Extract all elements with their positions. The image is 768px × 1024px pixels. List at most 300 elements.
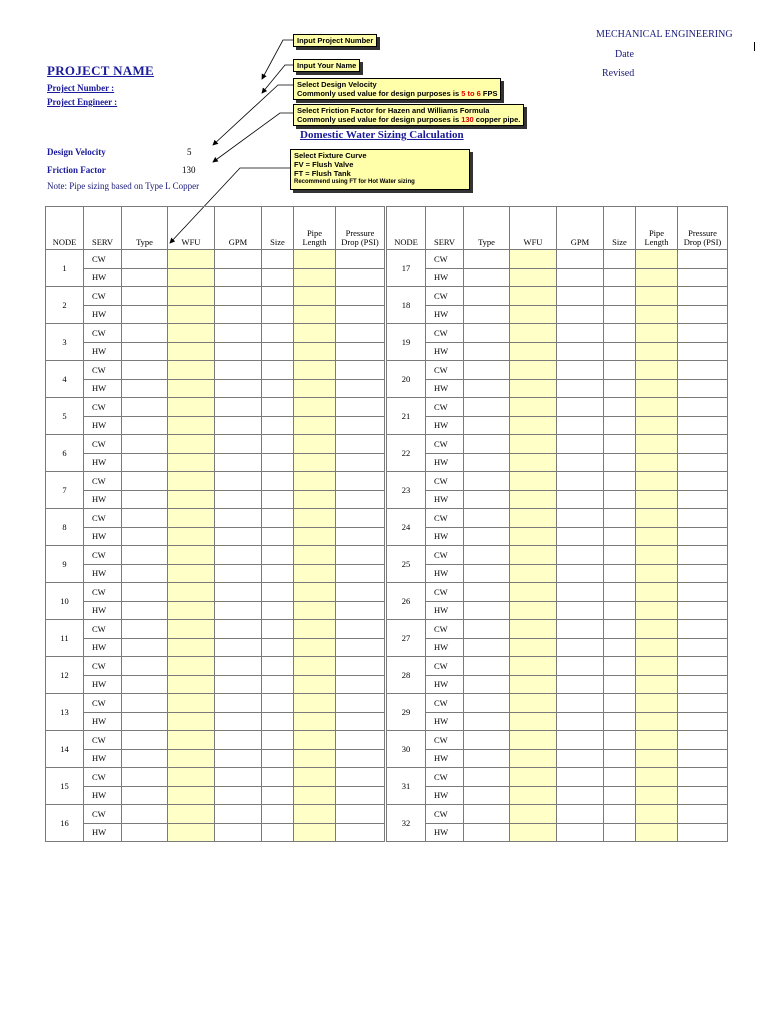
wfu-cell[interactable] bbox=[168, 324, 215, 343]
pipe-length-cell[interactable] bbox=[294, 564, 336, 583]
wfu-cell[interactable] bbox=[510, 361, 557, 380]
pressure-drop-cell bbox=[678, 731, 728, 750]
wfu-cell[interactable] bbox=[510, 823, 557, 842]
callout-fixture-line1: Select Fixture Curve bbox=[294, 151, 367, 160]
type-cell[interactable] bbox=[122, 601, 168, 620]
col-node: NODE bbox=[386, 207, 426, 250]
pipe-length-cell[interactable] bbox=[294, 601, 336, 620]
size-cell bbox=[604, 657, 636, 676]
pressure-drop-cell bbox=[336, 342, 386, 361]
wfu-cell[interactable] bbox=[510, 453, 557, 472]
size-cell bbox=[604, 527, 636, 546]
pipe-length-cell[interactable] bbox=[636, 583, 678, 602]
type-cell[interactable] bbox=[122, 657, 168, 676]
pipe-length-cell[interactable] bbox=[294, 398, 336, 417]
wfu-cell[interactable] bbox=[510, 805, 557, 824]
pressure-drop-cell bbox=[678, 509, 728, 528]
type-cell[interactable] bbox=[464, 805, 510, 824]
col-type: Type bbox=[464, 207, 510, 250]
wfu-cell[interactable] bbox=[168, 694, 215, 713]
pipe-length-cell[interactable] bbox=[294, 638, 336, 657]
wfu-cell[interactable] bbox=[168, 527, 215, 546]
service-hw: HW bbox=[426, 601, 464, 620]
wfu-cell[interactable] bbox=[168, 731, 215, 750]
type-cell[interactable] bbox=[464, 527, 510, 546]
callout-fixture-line2: FV = Flush Valve bbox=[294, 160, 354, 169]
wfu-cell[interactable] bbox=[510, 379, 557, 398]
gpm-cell bbox=[557, 638, 604, 657]
size-cell bbox=[604, 472, 636, 491]
wfu-cell[interactable] bbox=[510, 675, 557, 694]
wfu-cell[interactable] bbox=[168, 675, 215, 694]
type-cell[interactable] bbox=[122, 250, 168, 269]
type-cell[interactable] bbox=[122, 527, 168, 546]
pipe-length-cell[interactable] bbox=[636, 546, 678, 565]
wfu-cell[interactable] bbox=[510, 416, 557, 435]
pipe-length-cell[interactable] bbox=[294, 342, 336, 361]
type-cell[interactable] bbox=[122, 712, 168, 731]
pipe-length-cell[interactable] bbox=[636, 564, 678, 583]
pipe-length-cell[interactable] bbox=[636, 398, 678, 417]
type-cell[interactable] bbox=[122, 268, 168, 287]
type-cell[interactable] bbox=[464, 342, 510, 361]
type-cell[interactable] bbox=[122, 694, 168, 713]
wfu-cell[interactable] bbox=[510, 749, 557, 768]
wfu-cell[interactable] bbox=[510, 583, 557, 602]
pipe-length-cell[interactable] bbox=[294, 435, 336, 454]
gpm-cell bbox=[215, 305, 262, 324]
type-cell[interactable] bbox=[464, 657, 510, 676]
size-cell bbox=[604, 749, 636, 768]
wfu-cell[interactable] bbox=[168, 805, 215, 824]
pressure-drop-cell bbox=[678, 416, 728, 435]
service-cw: CW bbox=[426, 287, 464, 306]
type-cell[interactable] bbox=[464, 305, 510, 324]
wfu-cell[interactable] bbox=[510, 342, 557, 361]
wfu-cell[interactable] bbox=[168, 583, 215, 602]
pipe-length-cell[interactable] bbox=[636, 416, 678, 435]
pipe-length-cell[interactable] bbox=[294, 675, 336, 694]
pressure-drop-cell bbox=[678, 305, 728, 324]
type-cell[interactable] bbox=[464, 398, 510, 417]
wfu-cell[interactable] bbox=[168, 250, 215, 269]
gpm-cell bbox=[215, 786, 262, 805]
wfu-cell[interactable] bbox=[510, 324, 557, 343]
type-cell[interactable] bbox=[464, 786, 510, 805]
pipe-length-cell[interactable] bbox=[294, 768, 336, 787]
wfu-cell[interactable] bbox=[168, 768, 215, 787]
type-cell[interactable] bbox=[464, 250, 510, 269]
service-cw: CW bbox=[84, 657, 122, 676]
size-cell bbox=[262, 416, 294, 435]
gpm-cell bbox=[215, 379, 262, 398]
size-cell bbox=[262, 712, 294, 731]
pressure-drop-cell bbox=[336, 786, 386, 805]
service-cw: CW bbox=[84, 583, 122, 602]
type-cell[interactable] bbox=[122, 324, 168, 343]
size-cell bbox=[262, 435, 294, 454]
type-cell[interactable] bbox=[122, 823, 168, 842]
callout-friction-line2: Commonly used value for design purposes is 130 copper pipe. bbox=[297, 115, 521, 124]
pressure-drop-cell bbox=[336, 324, 386, 343]
col-wfu: WFU bbox=[168, 207, 215, 250]
pipe-length-cell[interactable] bbox=[636, 361, 678, 380]
pipe-length-cell[interactable] bbox=[294, 305, 336, 324]
pipe-length-cell[interactable] bbox=[636, 786, 678, 805]
pipe-length-cell[interactable] bbox=[294, 657, 336, 676]
pressure-drop-cell bbox=[336, 823, 386, 842]
type-cell[interactable] bbox=[122, 416, 168, 435]
type-cell[interactable] bbox=[122, 342, 168, 361]
service-cw: CW bbox=[84, 435, 122, 454]
pipe-length-cell[interactable] bbox=[636, 250, 678, 269]
wfu-cell[interactable] bbox=[510, 287, 557, 306]
pressure-drop-cell bbox=[336, 712, 386, 731]
friction-factor-value[interactable]: 130 bbox=[182, 165, 196, 175]
gpm-cell bbox=[215, 509, 262, 528]
type-cell[interactable] bbox=[464, 472, 510, 491]
type-cell[interactable] bbox=[464, 268, 510, 287]
type-cell[interactable] bbox=[464, 509, 510, 528]
type-cell[interactable] bbox=[464, 768, 510, 787]
type-cell[interactable] bbox=[122, 786, 168, 805]
size-cell bbox=[262, 305, 294, 324]
type-cell[interactable] bbox=[464, 694, 510, 713]
pipe-length-cell[interactable] bbox=[636, 657, 678, 676]
wfu-cell[interactable] bbox=[510, 638, 557, 657]
project-engineer-label: Project Engineer : bbox=[47, 97, 118, 107]
type-cell[interactable] bbox=[122, 490, 168, 509]
pipe-length-cell[interactable] bbox=[294, 453, 336, 472]
type-cell[interactable] bbox=[122, 287, 168, 306]
wfu-cell[interactable] bbox=[510, 731, 557, 750]
pipe-length-cell[interactable] bbox=[636, 601, 678, 620]
wfu-cell[interactable] bbox=[510, 657, 557, 676]
pipe-length-cell[interactable] bbox=[294, 546, 336, 565]
pipe-length-cell[interactable] bbox=[636, 490, 678, 509]
wfu-cell[interactable] bbox=[510, 250, 557, 269]
pipe-length-cell[interactable] bbox=[294, 620, 336, 639]
pressure-drop-cell bbox=[336, 379, 386, 398]
pipe-length-cell[interactable] bbox=[636, 287, 678, 306]
wfu-cell[interactable] bbox=[168, 823, 215, 842]
pressure-drop-cell bbox=[678, 786, 728, 805]
type-cell[interactable] bbox=[122, 638, 168, 657]
wfu-cell[interactable] bbox=[510, 305, 557, 324]
gpm-cell bbox=[557, 749, 604, 768]
gpm-cell bbox=[215, 342, 262, 361]
pressure-drop-cell bbox=[336, 398, 386, 417]
wfu-cell[interactable] bbox=[168, 416, 215, 435]
pipe-length-cell[interactable] bbox=[294, 361, 336, 380]
pipe-length-cell[interactable] bbox=[636, 712, 678, 731]
type-cell[interactable] bbox=[122, 731, 168, 750]
pipe-length-cell[interactable] bbox=[294, 712, 336, 731]
wfu-cell[interactable] bbox=[168, 490, 215, 509]
type-cell[interactable] bbox=[464, 601, 510, 620]
node-number: 12 bbox=[46, 657, 84, 694]
wfu-cell[interactable] bbox=[168, 620, 215, 639]
gpm-cell bbox=[215, 435, 262, 454]
pipe-length-cell[interactable] bbox=[294, 527, 336, 546]
gpm-cell bbox=[215, 250, 262, 269]
pipe-length-cell[interactable] bbox=[636, 342, 678, 361]
size-cell bbox=[604, 786, 636, 805]
type-cell[interactable] bbox=[464, 324, 510, 343]
type-cell[interactable] bbox=[122, 564, 168, 583]
type-cell[interactable] bbox=[464, 287, 510, 306]
wfu-cell[interactable] bbox=[510, 398, 557, 417]
wfu-cell[interactable] bbox=[510, 620, 557, 639]
wfu-cell[interactable] bbox=[168, 268, 215, 287]
wfu-cell[interactable] bbox=[168, 305, 215, 324]
type-cell[interactable] bbox=[464, 453, 510, 472]
wfu-cell[interactable] bbox=[168, 749, 215, 768]
gpm-cell bbox=[215, 453, 262, 472]
type-cell[interactable] bbox=[122, 749, 168, 768]
pipe-length-cell[interactable] bbox=[294, 749, 336, 768]
wfu-cell[interactable] bbox=[168, 398, 215, 417]
callout-velocity-line2: Commonly used value for design purposes is 5 to 6 FPS bbox=[297, 89, 498, 98]
type-cell[interactable] bbox=[464, 379, 510, 398]
wfu-cell[interactable] bbox=[510, 768, 557, 787]
wfu-cell[interactable] bbox=[510, 786, 557, 805]
pipe-length-cell[interactable] bbox=[636, 749, 678, 768]
type-cell[interactable] bbox=[464, 712, 510, 731]
pressure-drop-cell bbox=[678, 361, 728, 380]
pressure-drop-cell bbox=[678, 250, 728, 269]
pipe-length-cell[interactable] bbox=[636, 509, 678, 528]
type-cell[interactable] bbox=[464, 638, 510, 657]
type-cell[interactable] bbox=[122, 546, 168, 565]
pipe-length-cell[interactable] bbox=[636, 379, 678, 398]
wfu-cell[interactable] bbox=[510, 490, 557, 509]
pipe-length-cell[interactable] bbox=[294, 694, 336, 713]
type-cell[interactable] bbox=[464, 416, 510, 435]
type-cell[interactable] bbox=[122, 453, 168, 472]
type-cell[interactable] bbox=[122, 472, 168, 491]
pipe-length-cell[interactable] bbox=[636, 675, 678, 694]
pipe-length-cell[interactable] bbox=[636, 731, 678, 750]
node-number: 25 bbox=[386, 546, 426, 583]
cell-divider bbox=[754, 42, 755, 51]
pipe-length-cell[interactable] bbox=[636, 305, 678, 324]
wfu-cell[interactable] bbox=[168, 342, 215, 361]
pipe-length-cell[interactable] bbox=[636, 823, 678, 842]
pressure-drop-cell bbox=[678, 490, 728, 509]
wfu-cell[interactable] bbox=[510, 509, 557, 528]
service-cw: CW bbox=[84, 472, 122, 491]
pipe-length-cell[interactable] bbox=[294, 472, 336, 491]
node-number: 26 bbox=[386, 583, 426, 620]
callout-fixture-line3: FT = Flush Tank bbox=[294, 169, 351, 178]
callout-design-velocity bbox=[293, 78, 501, 100]
callout-friction-line1: Select Friction Factor for Hazen and Williams Formula bbox=[297, 106, 490, 115]
pipe-length-cell[interactable] bbox=[294, 805, 336, 824]
size-cell bbox=[604, 268, 636, 287]
size-cell bbox=[262, 805, 294, 824]
pressure-drop-cell bbox=[678, 435, 728, 454]
wfu-cell[interactable] bbox=[168, 379, 215, 398]
gpm-cell bbox=[215, 324, 262, 343]
service-cw: CW bbox=[426, 435, 464, 454]
type-cell[interactable] bbox=[464, 546, 510, 565]
size-cell bbox=[604, 768, 636, 787]
table-row bbox=[46, 768, 728, 787]
wfu-cell[interactable] bbox=[510, 527, 557, 546]
pipe-length-cell[interactable] bbox=[294, 786, 336, 805]
type-cell[interactable] bbox=[464, 564, 510, 583]
type-cell[interactable] bbox=[464, 675, 510, 694]
service-cw: CW bbox=[426, 805, 464, 824]
pipe-length-cell[interactable] bbox=[636, 694, 678, 713]
size-cell bbox=[262, 324, 294, 343]
wfu-cell[interactable] bbox=[510, 601, 557, 620]
pipe-length-cell[interactable] bbox=[636, 435, 678, 454]
type-cell[interactable] bbox=[122, 398, 168, 417]
pipe-length-cell[interactable] bbox=[294, 509, 336, 528]
pipe-length-cell[interactable] bbox=[294, 287, 336, 306]
service-hw: HW bbox=[426, 638, 464, 657]
service-hw: HW bbox=[426, 416, 464, 435]
size-cell bbox=[262, 361, 294, 380]
gpm-cell bbox=[215, 287, 262, 306]
pressure-drop-cell bbox=[336, 583, 386, 602]
pipe-length-cell[interactable] bbox=[636, 638, 678, 657]
type-cell[interactable] bbox=[122, 509, 168, 528]
design-velocity-value[interactable]: 5 bbox=[187, 147, 192, 157]
wfu-cell[interactable] bbox=[510, 712, 557, 731]
node-number: 30 bbox=[386, 731, 426, 768]
pipe-length-cell[interactable] bbox=[294, 416, 336, 435]
pipe-length-cell[interactable] bbox=[294, 583, 336, 602]
type-cell[interactable] bbox=[122, 583, 168, 602]
gpm-cell bbox=[557, 583, 604, 602]
wfu-cell[interactable] bbox=[168, 435, 215, 454]
pressure-drop-cell bbox=[336, 472, 386, 491]
pipe-length-cell[interactable] bbox=[294, 823, 336, 842]
wfu-cell[interactable] bbox=[510, 546, 557, 565]
type-cell[interactable] bbox=[464, 620, 510, 639]
type-cell[interactable] bbox=[464, 435, 510, 454]
pipe-length-cell[interactable] bbox=[636, 527, 678, 546]
pipe-length-cell[interactable] bbox=[636, 268, 678, 287]
pressure-drop-cell bbox=[336, 620, 386, 639]
node-number: 13 bbox=[46, 694, 84, 731]
type-cell[interactable] bbox=[122, 620, 168, 639]
gpm-cell bbox=[215, 398, 262, 417]
wfu-cell[interactable] bbox=[168, 472, 215, 491]
gpm-cell bbox=[557, 823, 604, 842]
wfu-cell[interactable] bbox=[510, 268, 557, 287]
service-cw: CW bbox=[426, 768, 464, 787]
wfu-cell[interactable] bbox=[510, 472, 557, 491]
service-hw: HW bbox=[426, 490, 464, 509]
callout-velocity-line1: Select Design Velocity bbox=[297, 80, 377, 89]
pressure-drop-cell bbox=[336, 601, 386, 620]
pipe-length-cell[interactable] bbox=[636, 324, 678, 343]
type-cell[interactable] bbox=[464, 361, 510, 380]
pipe-length-cell[interactable] bbox=[294, 379, 336, 398]
wfu-cell[interactable] bbox=[168, 509, 215, 528]
wfu-cell[interactable] bbox=[168, 361, 215, 380]
pipe-length-cell[interactable] bbox=[636, 453, 678, 472]
wfu-cell[interactable] bbox=[168, 546, 215, 565]
node-number: 14 bbox=[46, 731, 84, 768]
node-number: 8 bbox=[46, 509, 84, 546]
pipe-length-cell[interactable] bbox=[294, 250, 336, 269]
wfu-cell[interactable] bbox=[168, 564, 215, 583]
service-hw: HW bbox=[426, 379, 464, 398]
size-cell bbox=[262, 490, 294, 509]
callout-your-name-text: Input Your Name bbox=[297, 61, 357, 70]
size-cell bbox=[262, 786, 294, 805]
service-hw: HW bbox=[84, 749, 122, 768]
pipe-length-cell[interactable] bbox=[636, 768, 678, 787]
wfu-cell[interactable] bbox=[510, 694, 557, 713]
pressure-drop-cell bbox=[336, 564, 386, 583]
type-cell[interactable] bbox=[464, 823, 510, 842]
callout-fixture-line4: Recommend using FT for Hot Water sizing bbox=[294, 179, 415, 185]
type-cell[interactable] bbox=[122, 435, 168, 454]
wfu-cell[interactable] bbox=[168, 638, 215, 657]
wfu-cell[interactable] bbox=[168, 657, 215, 676]
pipe-length-cell[interactable] bbox=[636, 472, 678, 491]
node-number: 31 bbox=[386, 768, 426, 805]
type-cell[interactable] bbox=[464, 749, 510, 768]
pipe-length-cell[interactable] bbox=[636, 805, 678, 824]
wfu-cell[interactable] bbox=[510, 435, 557, 454]
wfu-cell[interactable] bbox=[168, 786, 215, 805]
wfu-cell[interactable] bbox=[168, 453, 215, 472]
type-cell[interactable] bbox=[464, 731, 510, 750]
type-cell[interactable] bbox=[122, 675, 168, 694]
wfu-cell[interactable] bbox=[168, 601, 215, 620]
gpm-cell bbox=[215, 601, 262, 620]
type-cell[interactable] bbox=[122, 361, 168, 380]
type-cell[interactable] bbox=[464, 490, 510, 509]
type-cell[interactable] bbox=[122, 305, 168, 324]
col-size: Size bbox=[604, 207, 636, 250]
size-cell bbox=[604, 287, 636, 306]
project-name[interactable]: PROJECT NAME bbox=[47, 63, 155, 78]
type-cell[interactable] bbox=[464, 583, 510, 602]
pipe-length-cell[interactable] bbox=[294, 268, 336, 287]
wfu-cell[interactable] bbox=[168, 287, 215, 306]
pipe-length-cell[interactable] bbox=[636, 620, 678, 639]
pressure-drop-cell bbox=[678, 823, 728, 842]
col-gpm: GPM bbox=[215, 207, 262, 250]
type-cell[interactable] bbox=[122, 768, 168, 787]
service-hw: HW bbox=[426, 527, 464, 546]
pressure-drop-cell bbox=[678, 379, 728, 398]
pressure-drop-cell bbox=[336, 361, 386, 380]
pipe-length-cell[interactable] bbox=[294, 490, 336, 509]
table-row bbox=[46, 583, 728, 602]
pressure-drop-cell bbox=[678, 601, 728, 620]
service-cw: CW bbox=[426, 250, 464, 269]
wfu-cell[interactable] bbox=[510, 564, 557, 583]
pipe-length-cell[interactable] bbox=[294, 324, 336, 343]
wfu-cell[interactable] bbox=[168, 712, 215, 731]
service-cw: CW bbox=[426, 731, 464, 750]
type-cell[interactable] bbox=[122, 379, 168, 398]
gpm-cell bbox=[215, 361, 262, 380]
gpm-cell bbox=[215, 527, 262, 546]
size-cell bbox=[262, 453, 294, 472]
pipe-length-cell[interactable] bbox=[294, 731, 336, 750]
type-cell[interactable] bbox=[122, 805, 168, 824]
